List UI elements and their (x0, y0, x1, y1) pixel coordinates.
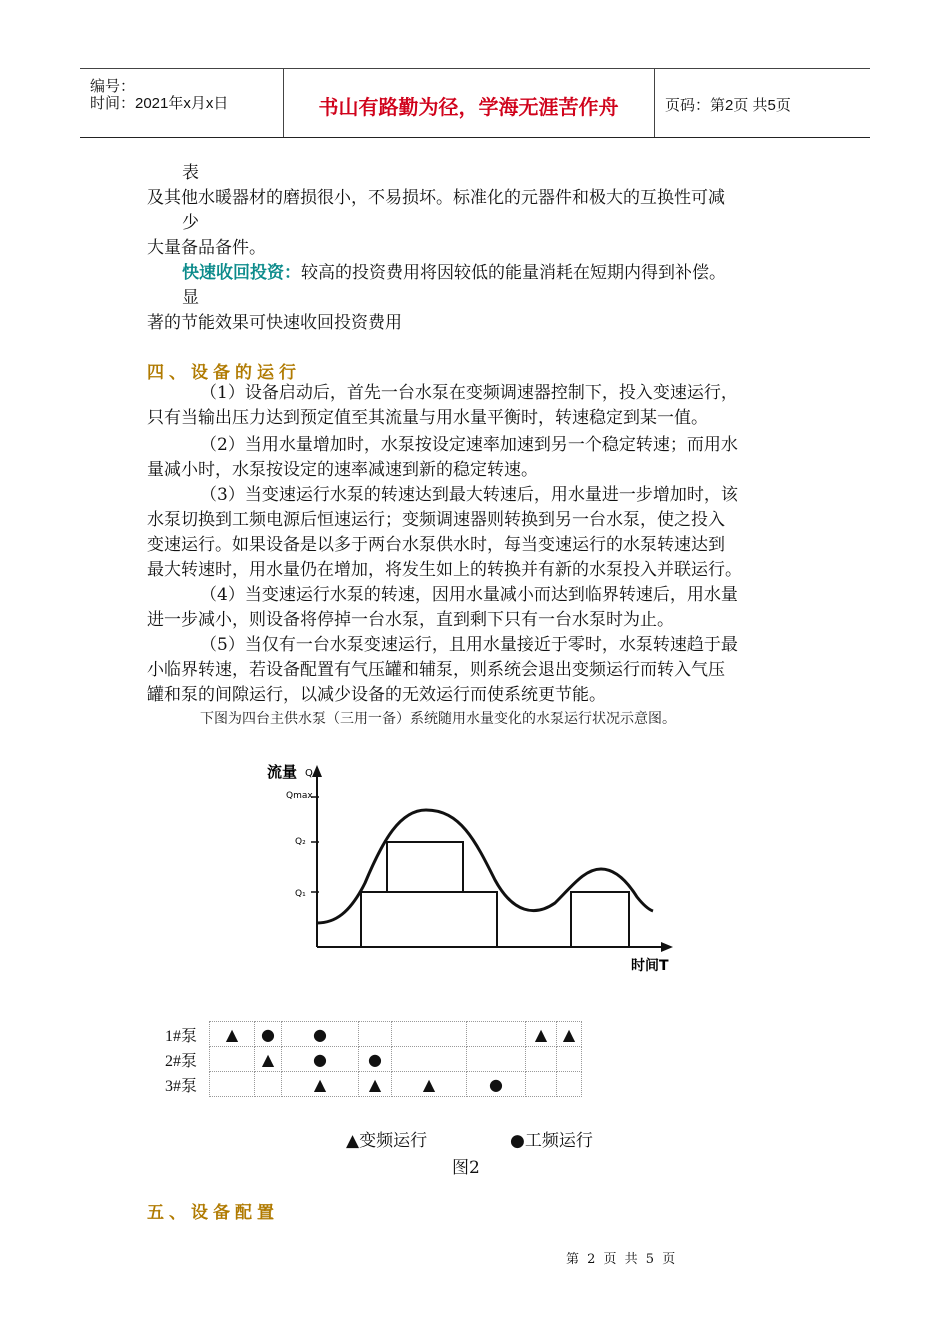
table-cell: ● (282, 1022, 359, 1047)
table-cell (557, 1072, 582, 1097)
body-line (182, 260, 726, 286)
table-cell (255, 1072, 282, 1097)
row-label: 3#泵 (165, 1077, 198, 1095)
paragraph-line: （2）当用水量增加时，水泵按设定速率加速到另一个稳定转速；而用水 (200, 435, 738, 455)
page-footer: 第 2 页 共 5 页 (566, 1252, 678, 1267)
paragraph-line: 罐和泵的间隙运行，以减少设备的无效运行而使系统更节能。 (147, 685, 606, 705)
header-motto: 书山有路勤为径，学海无涯苦作舟 (318, 95, 619, 119)
figure-label: 图2 (452, 1158, 480, 1178)
table-cell: ▲ (526, 1022, 557, 1047)
table-cell: ● (282, 1047, 359, 1072)
qmax-label: Qmax (286, 791, 313, 801)
y-axis-label: 流量 (267, 763, 298, 781)
table-cell (210, 1072, 255, 1097)
paragraph-line: （4）当变速运行水泵的转速，因用水量减小而达到临界转速后，用水量 (200, 585, 738, 605)
table-cell (392, 1047, 467, 1072)
x-axis-label: 时间T (631, 958, 669, 974)
number-label: 编号： (90, 78, 136, 95)
table-cell (392, 1022, 467, 1047)
paragraph-line: 水泵切换到工频电源后恒速运行；变频调速器则转换到另一台水泵，使之投入 (147, 510, 725, 530)
row-label: 2#泵 (165, 1052, 198, 1070)
table-row (165, 1022, 582, 1047)
table-cell: ▲ (392, 1072, 467, 1097)
y-axis-symbol: Q (305, 768, 313, 779)
body-line: 少 (182, 213, 199, 233)
table-cell (526, 1072, 557, 1097)
table-row (165, 1072, 582, 1097)
row-label: 1#泵 (165, 1027, 198, 1045)
pump-status-table (165, 1021, 582, 1097)
table-cell (359, 1022, 392, 1047)
q2-label: Q₂ (295, 837, 306, 847)
paragraph-line: 只有当输出压力达到预定值至其流量与用水量平衡时，转速稳定到某一值。 (147, 408, 708, 428)
highlight-term: 快速收回投资： (182, 263, 301, 283)
paragraph-line: 小临界转速，若设备配置有气压罐和辅泵，则系统会退出变频运行而转入气压 (147, 660, 725, 680)
pump-block-second (571, 892, 629, 947)
body-text: 较高的投资费用将因较低的能量消耗在短期内得到补偿。 (301, 263, 726, 283)
body-line: 及其他水暖器材的磨损很小，不易损坏。标准化的元器件和极大的互换性可减 (147, 188, 725, 208)
flow-time-diagram (255, 755, 695, 985)
section-heading: 四、设备的运行 (147, 363, 301, 383)
table-cell: ▲ (282, 1072, 359, 1097)
table-cell: ● (467, 1072, 526, 1097)
paragraph-line: （5）当仅有一台水泵变速运行，且用水量接近于零时，水泵转速趋于最 (200, 635, 738, 655)
paragraph-line: （3）当变速运行水泵的转速达到最大转速后，用水量进一步增加时，该 (200, 485, 738, 505)
section-heading: 五、设备配置 (147, 1203, 279, 1223)
table-row (165, 1047, 582, 1072)
table-cell: ▲ (255, 1047, 282, 1072)
figure-caption: 下图为四台主供水泵（三用一备）系统随用水量变化的水泵运行状况示意图。 (200, 711, 676, 727)
page-header (80, 68, 870, 138)
table-cell: ▲ (210, 1022, 255, 1047)
table-cell: ● (255, 1022, 282, 1047)
table-cell (467, 1047, 526, 1072)
table-cell (210, 1047, 255, 1072)
body-line: 大量备品备件。 (147, 238, 266, 258)
page-label: 页码：第2页 共5页 (665, 97, 791, 114)
body-line: 显 (182, 288, 199, 308)
paragraph-line: 变速运行。如果设备是以多于两台水泵供水时，每当变速运行的水泵转速达到 (147, 535, 725, 555)
pump-block-high (387, 842, 463, 892)
header-meta (80, 69, 284, 137)
body-line: 表 (182, 163, 199, 183)
time-label: 时间：2021年x月x日 (90, 95, 229, 112)
y-axis-arrow (312, 765, 322, 777)
table-cell (467, 1022, 526, 1047)
q1-label: Q₁ (295, 889, 306, 899)
x-axis-arrow (661, 942, 673, 952)
pump-block-low (361, 892, 497, 947)
paragraph-line: （1）设备启动后，首先一台水泵在变频调速器控制下，投入变速运行， (200, 383, 738, 403)
paragraph-line: 进一步减小，则设备将停掉一台水泵，直到剩下只有一台水泵时为止。 (147, 610, 674, 630)
paragraph-line: 量减小时，水泵按设定的速率减速到新的稳定转速。 (147, 460, 538, 480)
table-cell: ▲ (359, 1072, 392, 1097)
paragraph-line: 最大转速时，用水量仍在增加，将发生如上的转换并有新的水泵投入并联运行。 (147, 560, 742, 580)
table-cell: ● (359, 1047, 392, 1072)
body-line: 著的节能效果可快速收回投资费用 (147, 313, 402, 333)
table-cell (526, 1047, 557, 1072)
table-cell (557, 1047, 582, 1072)
legend-variable-frequency: ▲变频运行 (346, 1131, 428, 1151)
legend-power-frequency: ●工频运行 (510, 1131, 593, 1151)
header-page-cell (654, 69, 871, 137)
table-cell: ▲ (557, 1022, 582, 1047)
flow-curve (317, 810, 653, 923)
